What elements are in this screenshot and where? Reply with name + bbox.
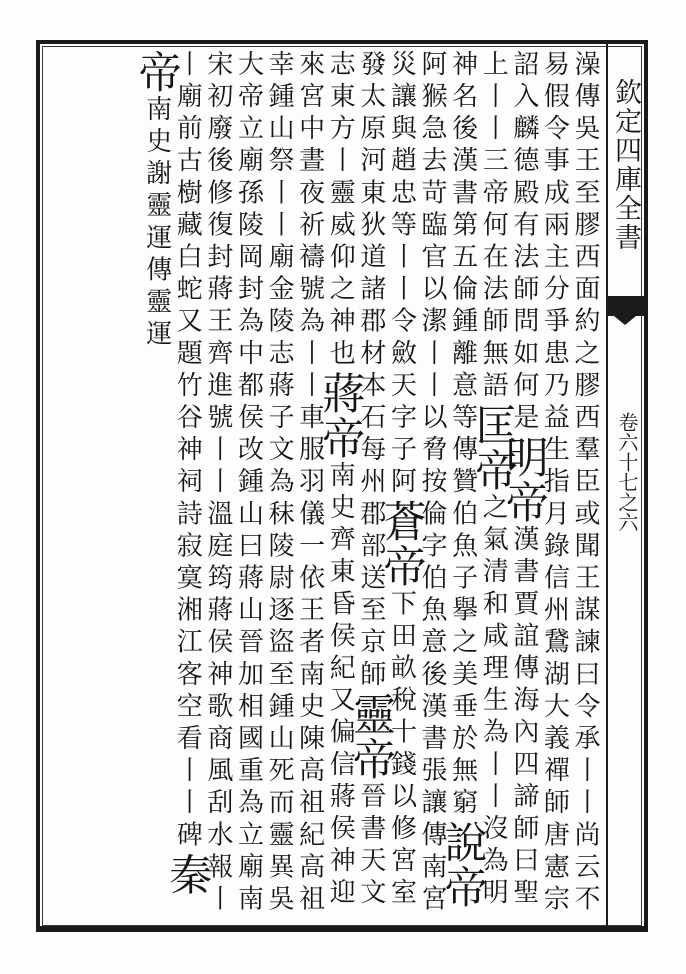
text-segment: 下田畝稅十錢以修宮室發太原河東狄道諸郡材本石每州郡部送至京師 [355,50,417,911]
main-text [131,50,600,920]
entry-headword: 蒼帝 [376,499,427,590]
entry-headword: 靈帝 [345,692,396,782]
entry-headword: 說帝 [437,820,488,911]
collection-title: 欽定四庫全書 [610,78,641,252]
bottom-rule [40,926,644,928]
text-segment: 晉書天文志東方丨靈威仰之神也 [325,50,386,911]
text-segment: 阿𤠣急去苛臨官以潔丨丨以脅按倫字伯魚意 [417,50,448,660]
text-segment: 後漢書第五倫鍾離意等傳贊伯魚子擧之美垂於無窮 [447,114,478,821]
volume-label: 卷六十七之六 [615,412,639,532]
text-segment: 溫庭筠蔣侯神歌商風刮水報丨丨廟前古樹藏白蛇又題竹谷神祠詩寂寞湘江客空看丨丨碑 [172,50,233,917]
text-segment: 南史齊東昏侯紀又偏信蔣侯神迎來宮中晝夜祈禱號為丨丨車服羽儀一依王者 [294,50,356,911]
entry-headword: 明帝 [498,435,549,526]
text-segment: 南史謝靈運傳靈運 [141,95,172,352]
entry-headword: 匡帝 [468,403,519,494]
text-segment: 澡傳吳王至膠西面約之膠西羣臣或聞王謀諫曰令承丨丨尚云不易假令事成兩主分爭患乃益生指月錄信州鵞湖大義禪師唐憲宗詔入麟德殿有法師問如何是 [508,50,600,917]
text-segment: 漢書賈誼傳海內四諦師曰聖上丨丨三帝何在法師無語 [478,50,539,911]
text-segment: 之氣清和咸理生為丨丨沒為明神名 [447,50,509,911]
entry-headword: 蔣帝 [315,371,366,461]
fishtail-mark-icon [606,296,644,316]
text-segment: 南史陳高祖紀高祖幸鍾山祭丨丨廟金陵志蔣子文為秣陵尉逐盜至鍾山死而靈異吳大帝立廟孫陵岡封為中都侯改鍾山曰蔣山晉加相國重為立廟南宋初廢後修復封蔣王齊進號丨丨 [202,50,325,917]
entry-headword: 秦帝 [131,50,213,898]
text-segment: 後漢書張讓傳南宮災讓與趙忠等丨丨令斂天字子阿 [386,50,448,917]
